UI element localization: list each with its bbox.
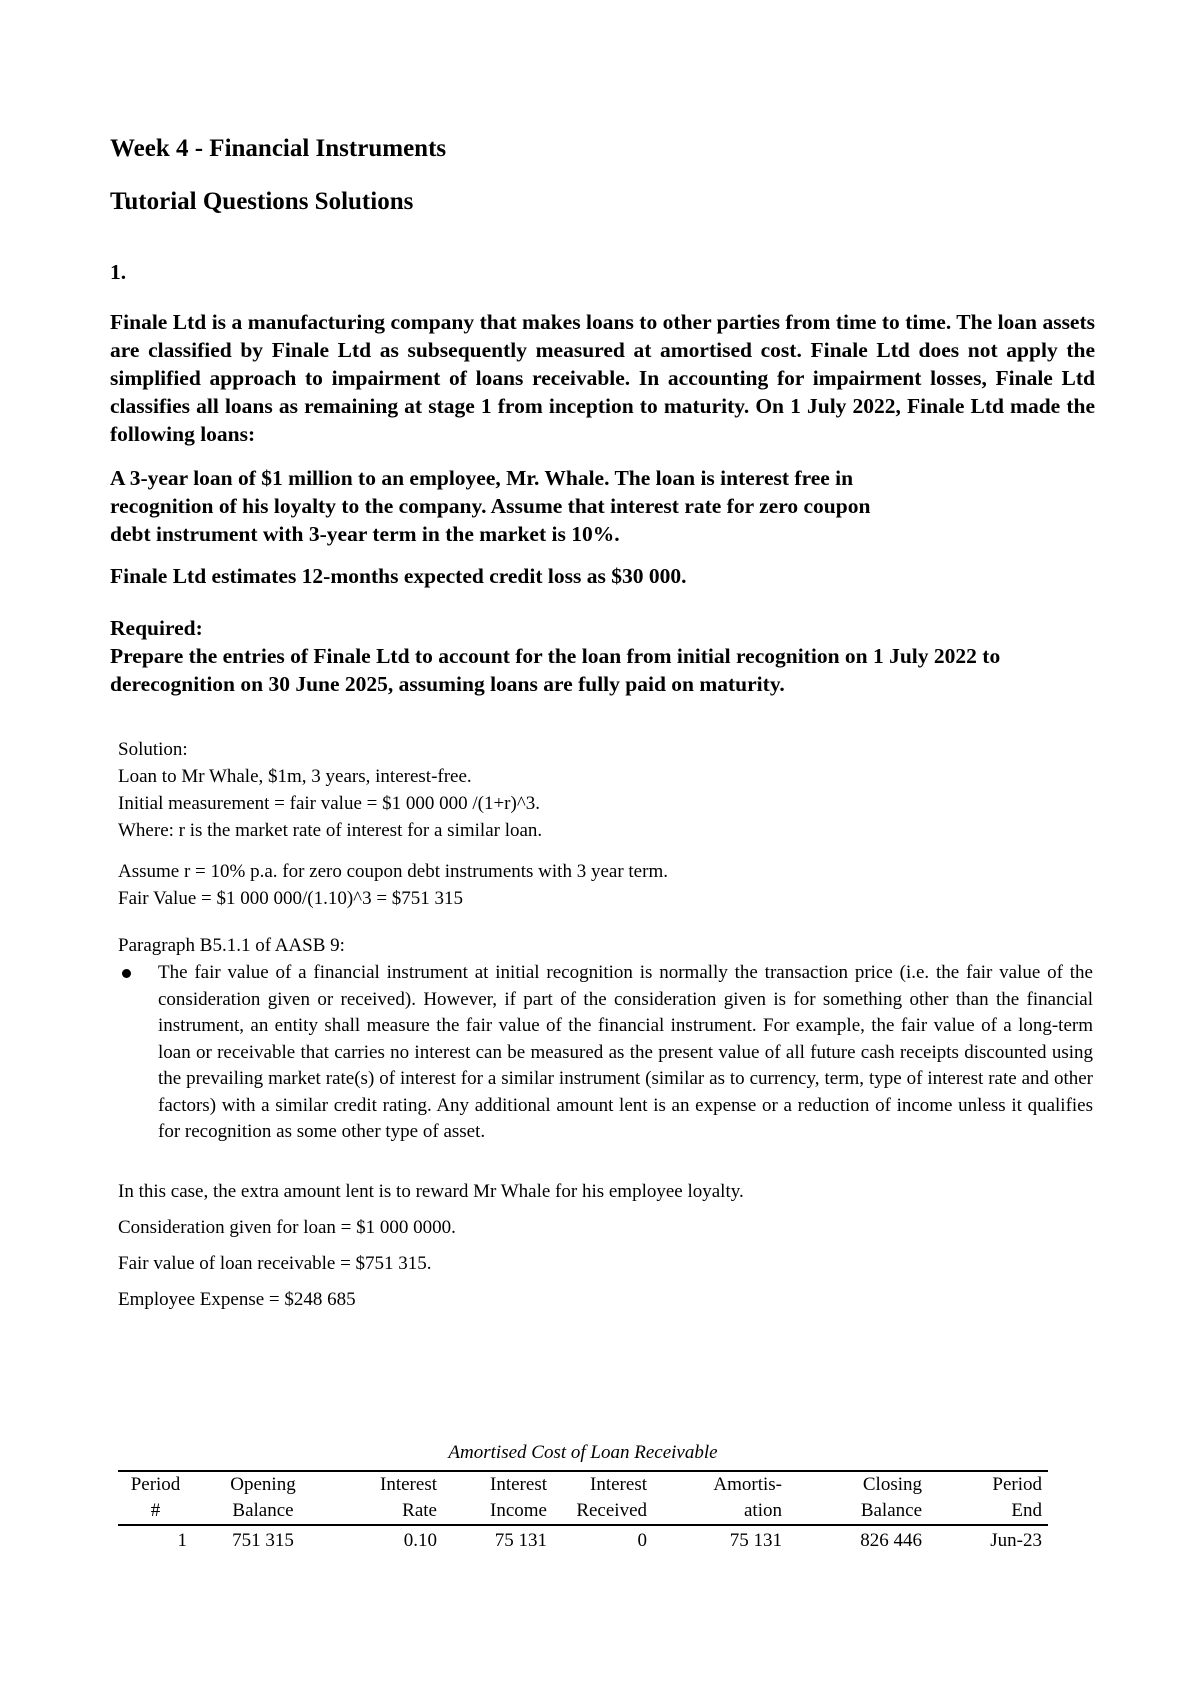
solution-label: Solution: [118,739,188,760]
table-row [118,1525,1048,1554]
table-cell: 75 131 [494,1530,547,1551]
solution-line-3: Where: r is the market rate of interest for a similar loan. [118,820,543,841]
table-header-row-2 [118,1498,1048,1525]
table-cell: 751 315 [232,1530,294,1551]
table-cell: 75 131 [729,1530,782,1551]
table-cell: 0.10 [403,1530,437,1551]
solution-line-1: Loan to Mr Whale, $1m, 3 years, interest-free. [118,766,472,787]
header-cell: Period [928,1471,1048,1498]
question-number: 1. [110,260,127,284]
header-cell: Amortis- [653,1471,788,1498]
page-subtitle: Tutorial Questions Solutions [110,188,414,215]
required-label: Required: [110,616,203,640]
header-cell: Balance [788,1498,928,1525]
header-cell: Received [553,1498,653,1525]
bullet-text: The fair value of a financial instrument at initial recognition is normally the transaction price (i.e. the fair value of the consideration given or received). However, if part of the consideration given is for something other than the financial instrument, an entity shall measure the fair value of the financial instrument. For example, the fair value of a long-term loan or receivable that carries no interest can be measured as the present value of all future cash receipts discounted using the prevailing market rate(s) of interest for a similar instrument (similar as to currency, term, type of interest rate and other factors) with a similar credit rating. Any additional amount lent is an expense or a reduction of income unless it qualifies for recognition as some other type of asset. [158,962,1093,1142]
table-cell: 0 [637,1530,647,1551]
loan-line-2: recognition of his loyalty to the company. Assume that interest rate for zero coupon [110,494,871,518]
header-cell: ation [653,1498,788,1525]
paragraph-reference: Paragraph B5.1.1 of AASB 9: [118,935,345,956]
fair-value-line: Fair value of loan receivable = $751 315. [118,1253,432,1274]
page-title: Week 4 - Financial Instruments [110,135,447,162]
solution-line-5: Fair Value = $1 000 000/(1.10)^3 = $751 315 [118,888,464,909]
loan-description [110,464,1095,548]
loan-line-3: debt instrument with 3-year term in the market is 10%. [110,522,620,546]
expense-line: Employee Expense = $248 685 [118,1289,356,1310]
header-cell: Income [443,1498,553,1525]
header-cell: # [118,1498,193,1525]
header-cell: End [928,1498,1048,1525]
bullet-item [118,960,1093,1146]
header-cell: Period [118,1471,193,1498]
loan-line-1: A 3-year loan of $1 million to an employee, Mr. Whale. The loan is interest free in [110,466,854,490]
bullet-icon [122,969,131,978]
table-header-row-1 [118,1471,1048,1498]
header-cell: Interest [553,1471,653,1498]
header-cell: Interest [443,1471,553,1498]
table-cell: 1 [177,1530,187,1551]
header-cell: Opening [193,1471,333,1498]
header-cell: Closing [788,1471,928,1498]
solution-assumption [118,858,1088,912]
case-line: In this case, the extra amount lent is to reward Mr Whale for his employee loyalty. [118,1181,744,1202]
table-caption: Amortised Cost of Loan Receivable [448,1442,718,1463]
solution-line-2: Initial measurement = fair value = $1 000 000 /(1+r)^3. [118,793,540,814]
question-intro: Finale Ltd is a manufacturing company that makes loans to other parties from time to time. The loan assets are classified by Finale Ltd as subsequently measured at amortised cost. Finale Ltd does not apply the simplified approach to impairment of loans receivable. In accounting for impairment losses, Finale Ltd classifies all loans as remaining at stage 1 from inception to maturity. On 1 July 2022, Finale Ltd made the following loans: [110,310,1095,446]
table-cell: Jun-23 [990,1530,1042,1551]
header-cell: Rate [333,1498,443,1525]
amortisation-table [118,1470,1048,1554]
solution-intro [118,736,1088,844]
credit-loss-statement: Finale Ltd estimates 12-months expected credit loss as $30 000. [110,564,687,588]
header-cell: Balance [193,1498,333,1525]
required-text: Prepare the entries of Finale Ltd to account for the loan from initial recognition on 1 July 2022 to derecognition on 30 June 2025, assuming loans are fully paid on maturity. [110,644,1001,696]
consideration-line: Consideration given for loan = $1 000 0000. [118,1217,456,1238]
header-cell: Interest [333,1471,443,1498]
table-cell: 826 446 [860,1530,922,1551]
solution-line-4: Assume r = 10% p.a. for zero coupon debt instruments with 3 year term. [118,861,668,882]
